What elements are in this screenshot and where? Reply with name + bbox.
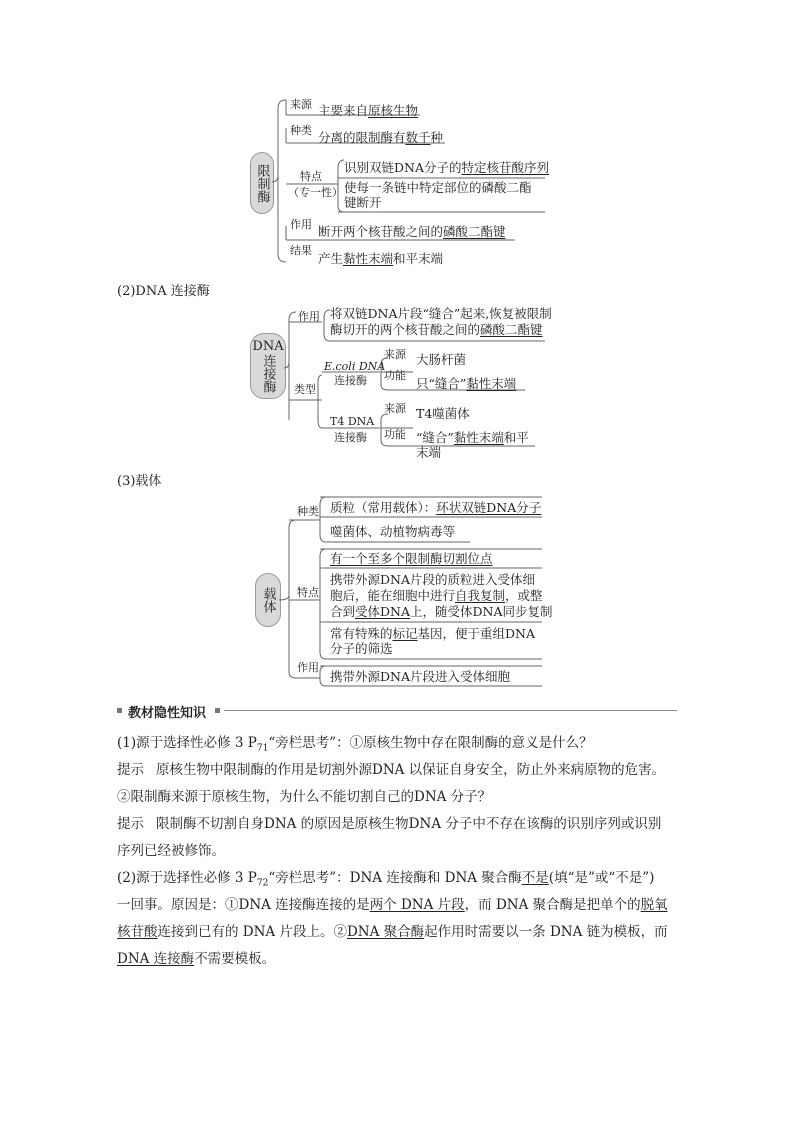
answer-1b-line1: 提示 限制酶不切割自身DNA 的原因是原核生物DNA 分子中不存在该酶的识别序列或识别 [117, 816, 662, 832]
header-rule [224, 710, 677, 711]
vector-feature-tag: 特点 [297, 586, 319, 599]
answer-1b-line2: 序列已经被修饰。 [117, 843, 225, 859]
vector-action-tag: 作用 [297, 661, 319, 674]
bullet-left [117, 708, 122, 713]
ligase-type-tag: 类型 [294, 383, 316, 396]
vector-heading: (3)载体 [117, 474, 162, 489]
result-text: 产生黏性末端和平末端 [318, 251, 444, 266]
hidden-knowledge-title: 教材隐性知识 [128, 706, 207, 721]
feature-tag: 特点 [300, 170, 322, 183]
question-1b: ②限制酶来源于原核生物，为什么不能切割自己的DNA 分子？ [117, 789, 492, 805]
vector-action: 携带外源DNA片段进入受体细胞 [330, 669, 510, 684]
type-text: 分离的限制酶有数千种 [318, 130, 444, 145]
feature1-text: 识别双链DNA分子的特定核苷酸序列 [344, 160, 550, 175]
vector-type1: 质粒（常用载体）：环状双链DNA分子 [330, 500, 542, 515]
answer-1: 提示 原核生物中限制酶的作用是切割外源DNA 以保证自身安全，防止外来病原物的危害。 [117, 762, 666, 778]
ligase-action-line2: 酶切开的两个核苷酸之间的磷酸二酯键 [330, 322, 543, 337]
ecoli-source-tag: 来源 [384, 348, 406, 361]
vector-feature2-line3: 合到受体DNA上，随受体DNA同步复制 [330, 604, 553, 619]
type-tag: 种类 [290, 124, 312, 137]
vector-feature1: 有一个至多个限制酶切割位点 [330, 551, 493, 566]
ecoli-sub: 连接酶 [334, 374, 367, 387]
question-1: (1)源于选择性必修 3 $P_{71}“$旁栏思考”：①原核生物中存在限制酶的意义是什么？ [117, 735, 593, 754]
feature2-line2: 键断开 [344, 195, 382, 210]
feature-tag-specificity: （专一性） [288, 186, 343, 199]
vector-feature2-line1: 携带外源DNA片段的质粒进入受体细 [330, 572, 535, 587]
result-tag: 结果 [290, 244, 312, 257]
t4-func-line2: 末端 [416, 445, 442, 460]
source-text: 主要来自原核生物 [318, 103, 419, 118]
vector-feature3-line2: 分子的筛选 [330, 641, 393, 656]
t4-source: T4噬菌体 [416, 406, 470, 421]
t4-func: “缝合”黏性末端和平 [416, 430, 529, 445]
question-2-line4: DNA 连接酶不需要模板。 [117, 951, 276, 967]
ligase-heading: (2)DNA 连接酶 [117, 284, 210, 299]
restriction-enzyme-label: 限制酶 [250, 152, 274, 214]
ligase-action-line1: 将双链DNA片段“缝合”起来,恢复被限制 [330, 306, 552, 321]
vector-feature2-line2: 胞后，能在细胞中进行自我复制，或整 [330, 588, 543, 603]
t4-source-tag: 来源 [384, 402, 406, 415]
vector-label: 载体 [255, 573, 281, 627]
t4-sub: 连接酶 [334, 431, 367, 444]
vector-type2: 噬菌体、动植物病毒等 [330, 524, 456, 539]
question-2-line1: (2)源于选择性必修 3 $P_{72}“$旁栏思考”：DNA 连接酶和 DNA 聚合酶不是(填“是”或“不是”) [117, 870, 655, 889]
vector-type-tag: 种类 [297, 505, 319, 518]
question-2-line2: 一回事。原因是：①DNA 连接酶连接的是两个 DNA 片段，而 DNA 聚合酶是把单个的脱氧 [117, 897, 668, 913]
ecoli-name: E.coli DNA [324, 360, 386, 373]
vector-feature3-line1: 常有特殊的标记基因，便于重组DNA [330, 626, 536, 641]
action-tag: 作用 [290, 218, 312, 231]
ecoli-func: 只“缝合”黏性末端 [416, 376, 517, 391]
t4-name: T4 DNA [330, 415, 375, 428]
bullet-right [215, 708, 220, 713]
feature2-line1: 使每一条链中特定部位的磷酸二酯 [344, 180, 532, 195]
ligase-action-tag: 作用 [298, 310, 320, 323]
ecoli-source: 大肠杆菌 [416, 352, 467, 367]
ligase-label: DNA 连接酶 [250, 333, 286, 399]
source-tag: 来源 [290, 98, 312, 111]
action-text: 断开两个核苷酸之间的磷酸二酯键 [318, 224, 506, 239]
question-2-line3: 核苷酸连接到已有的 DNA 片段上。②DNA 聚合酶起作用时需要以一条 DNA 链为模板，而 [117, 924, 668, 940]
t4-func-tag: 功能 [384, 428, 406, 441]
ecoli-func-tag: 功能 [384, 369, 406, 382]
